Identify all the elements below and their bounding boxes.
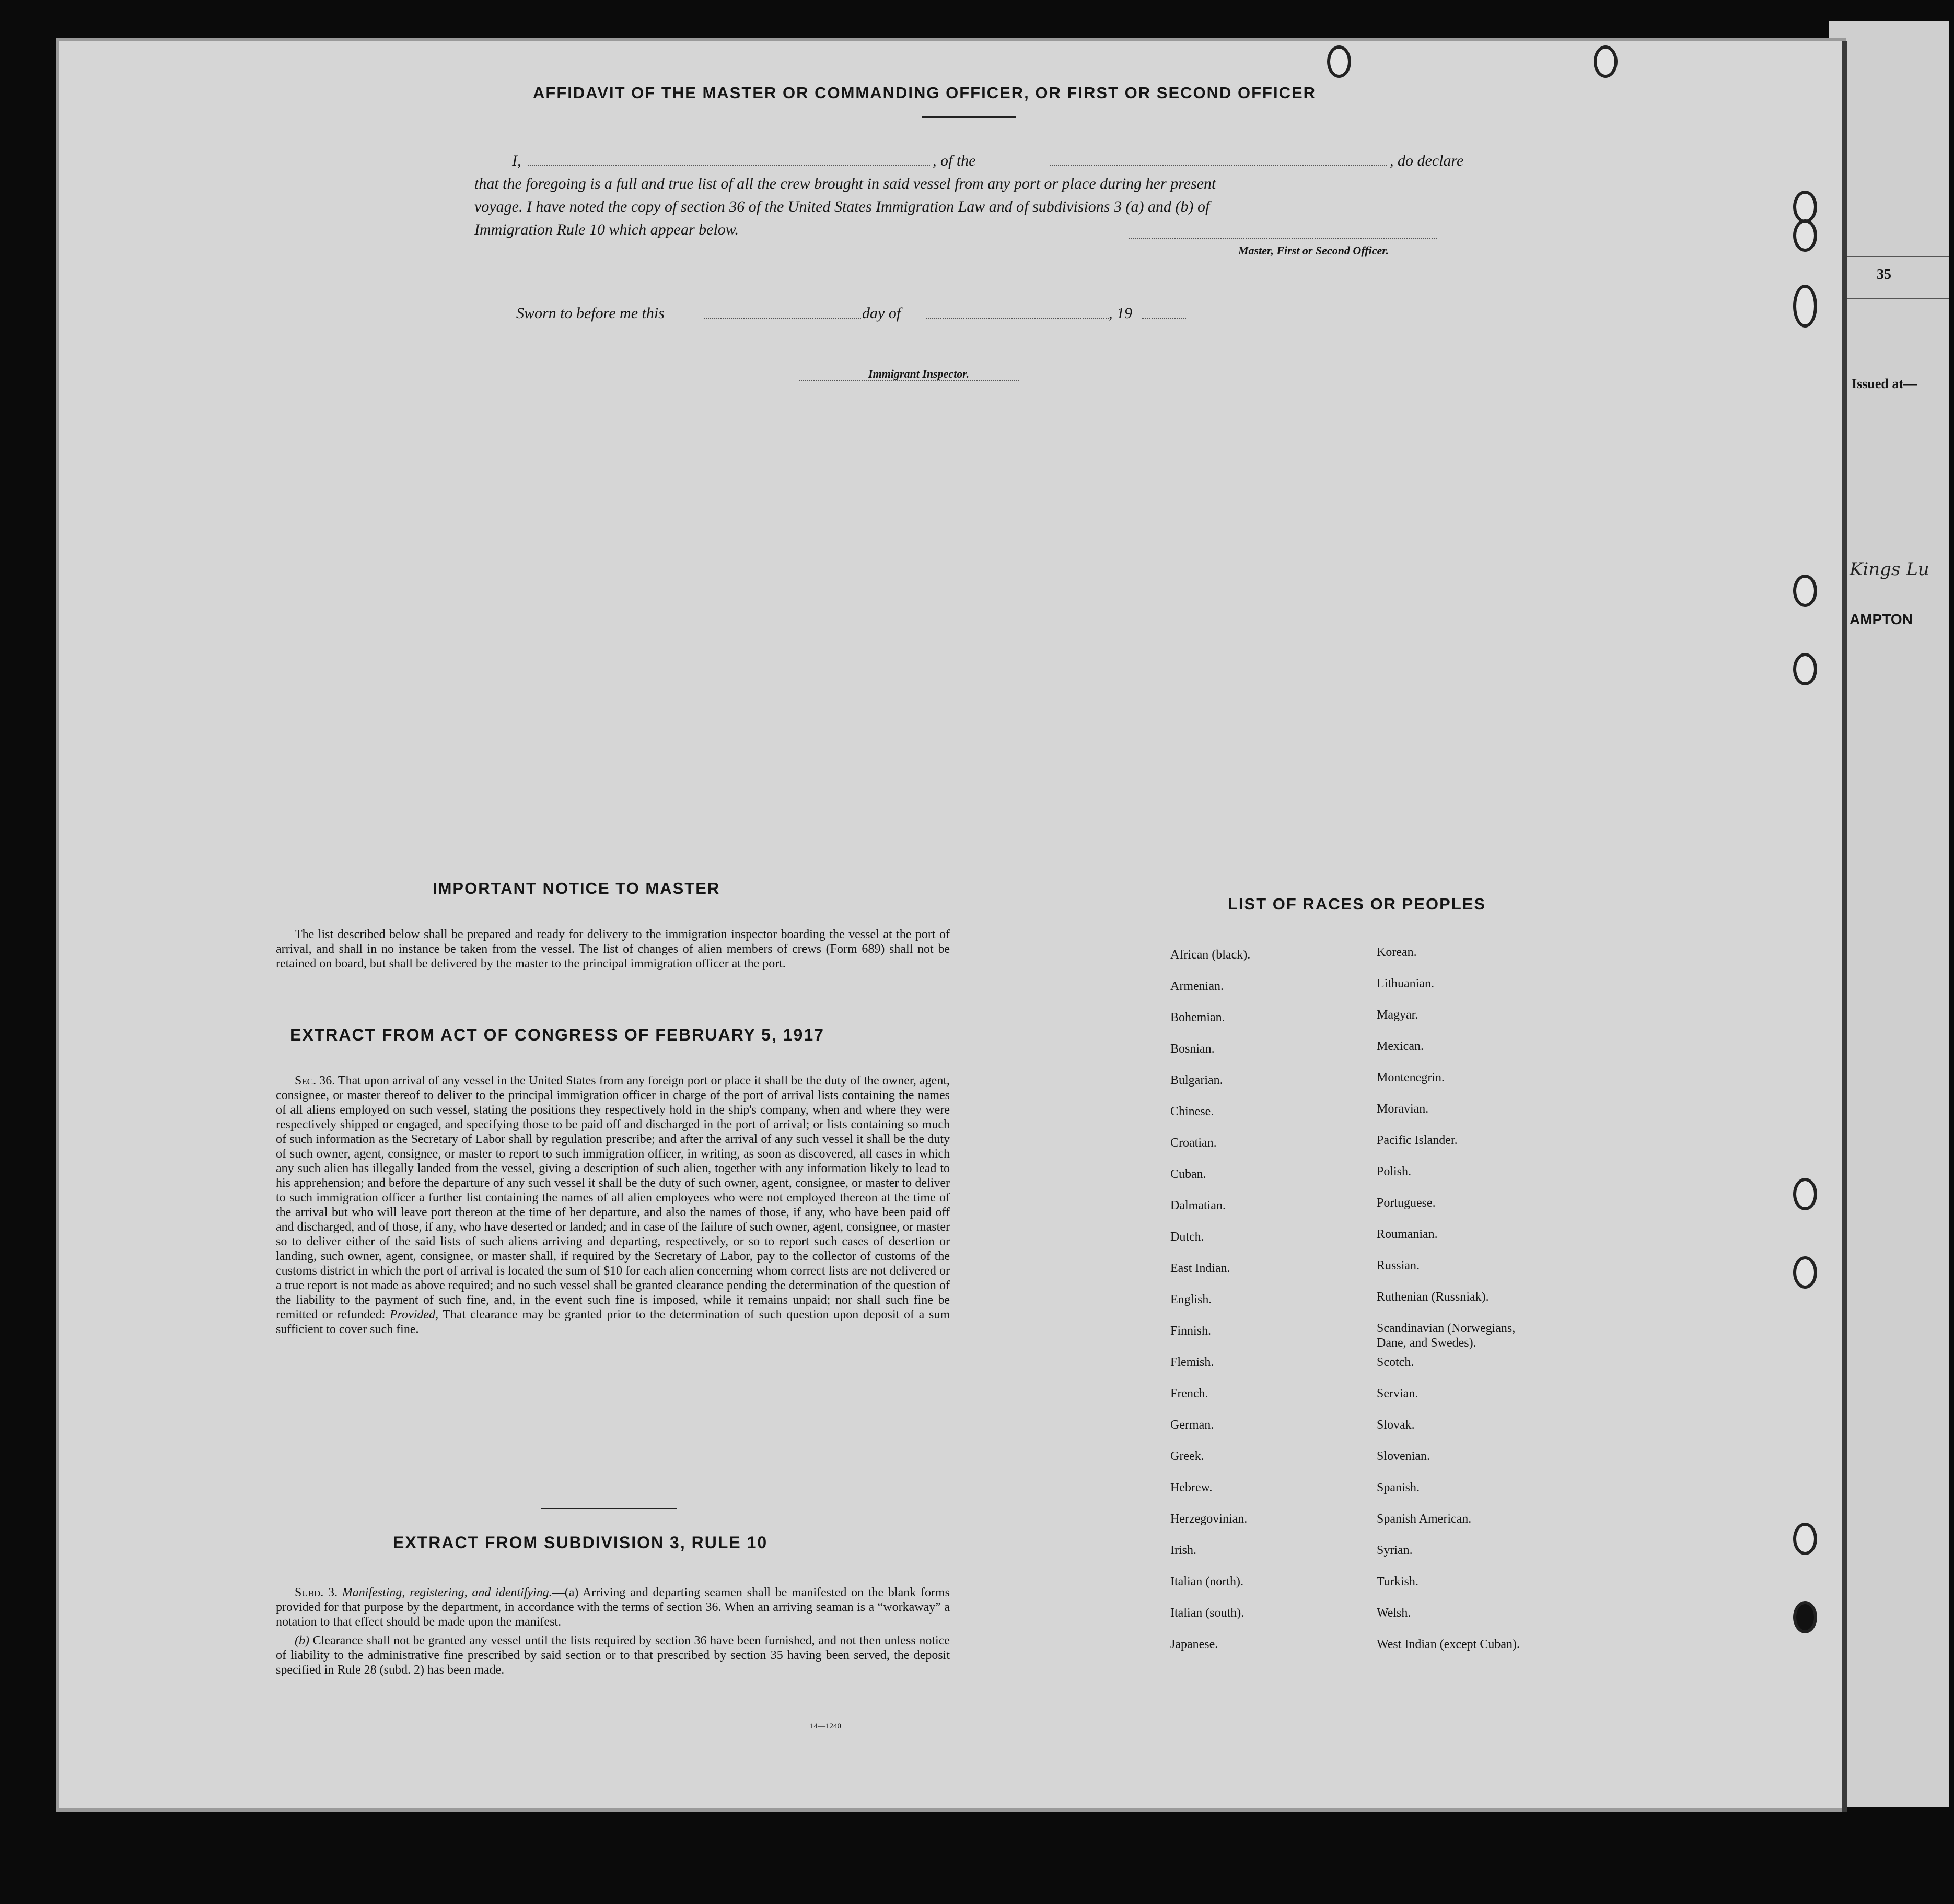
sec-label: Sec. 36. [295,1074,335,1088]
underlying-rule [1829,298,1949,299]
affidavit-line: that the foregoing is a full and true list of all the crew brought in said vessel from any port or place during her present [474,175,1216,192]
subd-label: Subd. 3. [295,1586,338,1599]
day-blank[interactable] [704,318,861,319]
title-rule [922,116,1016,118]
year-text: , 19 [1109,305,1132,322]
underlying-page-number: 35 [1877,266,1891,283]
provided-text: That clearance may be granted prior to the determination of such question upon deposit of a sum sufficient to cover such fine. [276,1308,950,1336]
race-item: Syrian. [1377,1544,1413,1557]
race-item: Italian (south). [1170,1606,1244,1620]
race-item: Russian. [1377,1259,1420,1272]
notice-paragraph: The list described below shall be prepared and ready for delivery to the immigration inspector boarding the vessel at the port of arrival, and shall in no instance be taken from the vessel. The list of changes of alien members of crews (Form 689) shall not be retained on board, but shall be delivered by the master to the principal immigration officer at the port. [276,928,950,971]
race-item: Dutch. [1170,1230,1204,1244]
punch-hole-icon [1793,1178,1817,1210]
month-blank[interactable] [926,318,1109,319]
rule-text [276,1585,950,1681]
affidavit-line: voyage. I have noted the copy of section 36 of the United States Immigration Law and of subdivisions 3 (a) and (b) of [474,198,1210,215]
race-item: Croatian. [1170,1136,1217,1150]
race-item: Slovak. [1377,1418,1415,1432]
race-item: Portuguese. [1377,1196,1436,1210]
race-item: African (black). [1170,948,1251,962]
underlying-handwriting: Kings Lu [1850,559,1929,580]
punch-hole-icon [1594,45,1618,78]
punch-hole-icon [1793,1523,1817,1555]
race-item: Irish. [1170,1544,1196,1557]
day-of-text: day of [862,305,901,322]
race-item: Servian. [1377,1387,1418,1400]
race-item: Slovenian. [1377,1450,1430,1463]
punch-hole-icon [1793,219,1817,252]
race-item: Dalmatian. [1170,1199,1226,1212]
race-item: English. [1170,1293,1212,1306]
race-item: Scotch. [1377,1356,1414,1369]
race-item: Montenegrin. [1377,1071,1445,1084]
race-item: Polish. [1377,1165,1412,1178]
affidavit-title: AFFIDAVIT OF THE MASTER OR COMMANDING OFFICER, OR FIRST OR SECOND OFFICER [533,84,1317,102]
affidavit-of-the: , of the [933,152,976,169]
act-title: EXTRACT FROM ACT OF CONGRESS OF FEBRUARY 5, 1917 [290,1025,824,1044]
race-item: Moravian. [1377,1102,1429,1116]
punch-hole-icon [1327,45,1351,78]
race-item: Turkish. [1377,1575,1418,1588]
race-item: Bosnian. [1170,1042,1215,1056]
race-item: Magyar. [1377,1008,1418,1022]
signature-blank[interactable] [1129,238,1437,239]
race-item: Scandinavian (Norwegians, [1377,1322,1516,1335]
race-item: Pacific Islander. [1377,1134,1458,1147]
race-item: Greek. [1170,1450,1204,1463]
punch-hole-icon [1793,575,1817,607]
vessel-blank[interactable] [1050,165,1387,166]
underlying-page [1829,21,1949,1807]
race-item: Hebrew. [1170,1481,1213,1494]
race-item: Flemish. [1170,1356,1214,1369]
race-item: Welsh. [1377,1606,1411,1620]
race-item: Armenian. [1170,979,1224,993]
para-b: Clearance shall not be granted any vessel until the lists required by section 36 have been furnished, and not then unless notice of liability to the administrative fine prescribed by said section or to that prescribed by section 35 having been served, the deposit specified in Rule 28 (subd. 2) has been made. [276,1634,950,1677]
affidavit-line: Immigration Rule 10 which appear below. [474,221,739,238]
race-item: Cuban. [1170,1167,1206,1181]
subd-heading: Manifesting, registering, and identifying. [342,1586,552,1599]
punch-hole-icon [1793,191,1817,223]
race-item: Korean. [1377,945,1417,959]
race-item: Finnish. [1170,1324,1212,1338]
race-item: Lithuanian. [1377,977,1434,990]
form-number: 14—1240 [810,1722,841,1731]
punch-hole-icon [1793,1601,1817,1633]
affidavit-declare: , do declare [1390,152,1464,169]
race-item: Spanish American. [1377,1512,1472,1526]
notice-title: IMPORTANT NOTICE TO MASTER [433,879,720,897]
act-text [276,1073,950,1341]
name-blank[interactable] [528,165,930,166]
race-item: Roumanian. [1377,1228,1438,1241]
sworn-text: Sworn to before me this [516,305,665,322]
underlying-handwriting: AMPTON [1850,611,1913,627]
rule-title: EXTRACT FROM SUBDIVISION 3, RULE 10 [393,1533,768,1552]
race-item: East Indian. [1170,1261,1230,1275]
race-item: Mexican. [1377,1039,1424,1053]
para-a: —(a) Arriving and departing seamen shall be manifested on the blank forms provided for that purpose by the department, in accordance with the terms of section 36. When an arriving seaman is a “workaway” a notation to that effect should be made upon the manifest. [276,1586,950,1629]
underlying-rule [1829,256,1949,257]
race-item: Italian (north). [1170,1575,1243,1588]
provided-label: Provided, [389,1308,439,1322]
race-item: German. [1170,1418,1214,1432]
race-item: Dane, and Swedes). [1377,1336,1476,1350]
para-b-label: (b) [295,1634,309,1648]
race-item: Herzegovinian. [1170,1512,1248,1526]
year-blank[interactable] [1142,318,1186,319]
sec-36-text: That upon arrival of any vessel in the United States from any foreign port or place it shall be the duty of the owner, agent, consignee, or master thereof to deliver to the principal immigration officer in charge of the port of arrival lists containing the names of all aliens employed on such vessel, stating the positions they respectively hold in the ship's company, when and where they were respectively shipped or engaged, and specifying those to be paid off and discharged in the port of arrival; or lists containing so much of such information as the Secretary of Labor shall by regulation prescribe; and after the arrival of any such vessel it shall be the duty of such owner, agent, consignee, or master to report to such immigration officer, in writing, as soon as discovered, all cases in which any such alien has illegally landed from the vessel, giving a description of such alien, together with any information likely to lead to his apprehension; and before the departure of any such vessel it shall be the duty of such owner, agent, consignee, or master to deliver to such immigration officer a further list containing the names of all alien employees who were not employed thereon at the time of the arrival but who will leave port thereon at the time of her departure, and also the names of those, if any, who have been paid off and discharged, and of those, if any, who have deserted or landed; and in case of the failure of such owner, agent, consignee, or master so to deliver either of the said lists of such aliens arriving and departing, respectively, or so to report such cases of desertion or landing, such owner, agent, consignee, or master shall, if required by the Secretary of Labor, pay to the collector of customs of the customs district in which the port of arrival is located the sum of $10 for each alien concerning whom correct lists are not delivered or a true report is not made as above required; and no such vessel shall be granted clearance pending the determination of the question of the liability to the payment of such fine, and, in the event such fine is imposed, while it remains unpaid; nor shall such fine be remitted or refunded: [276,1074,950,1322]
race-item: Ruthenian (Russniak). [1377,1290,1489,1304]
section-rule [541,1508,677,1509]
race-item: Bohemian. [1170,1011,1225,1024]
race-item: West Indian (except Cuban). [1377,1638,1520,1651]
race-item: Chinese. [1170,1105,1214,1118]
affidavit-i: I, [512,152,521,169]
signature-caption: Master, First or Second Officer. [1238,244,1389,257]
punch-hole-icon [1793,1256,1817,1289]
race-item: French. [1170,1387,1208,1400]
races-title: LIST OF RACES OR PEOPLES [1228,895,1486,913]
inspector-caption: Immigrant Inspector. [868,367,970,380]
punch-hole-icon [1793,285,1817,328]
punch-hole-icon [1793,653,1817,685]
document-page [57,39,1844,1810]
race-item: Spanish. [1377,1481,1420,1494]
race-item: Bulgarian. [1170,1073,1223,1087]
notice-text [276,927,950,975]
race-item: Japanese. [1170,1638,1218,1651]
underlying-issued-at: Issued at— [1852,376,1917,391]
